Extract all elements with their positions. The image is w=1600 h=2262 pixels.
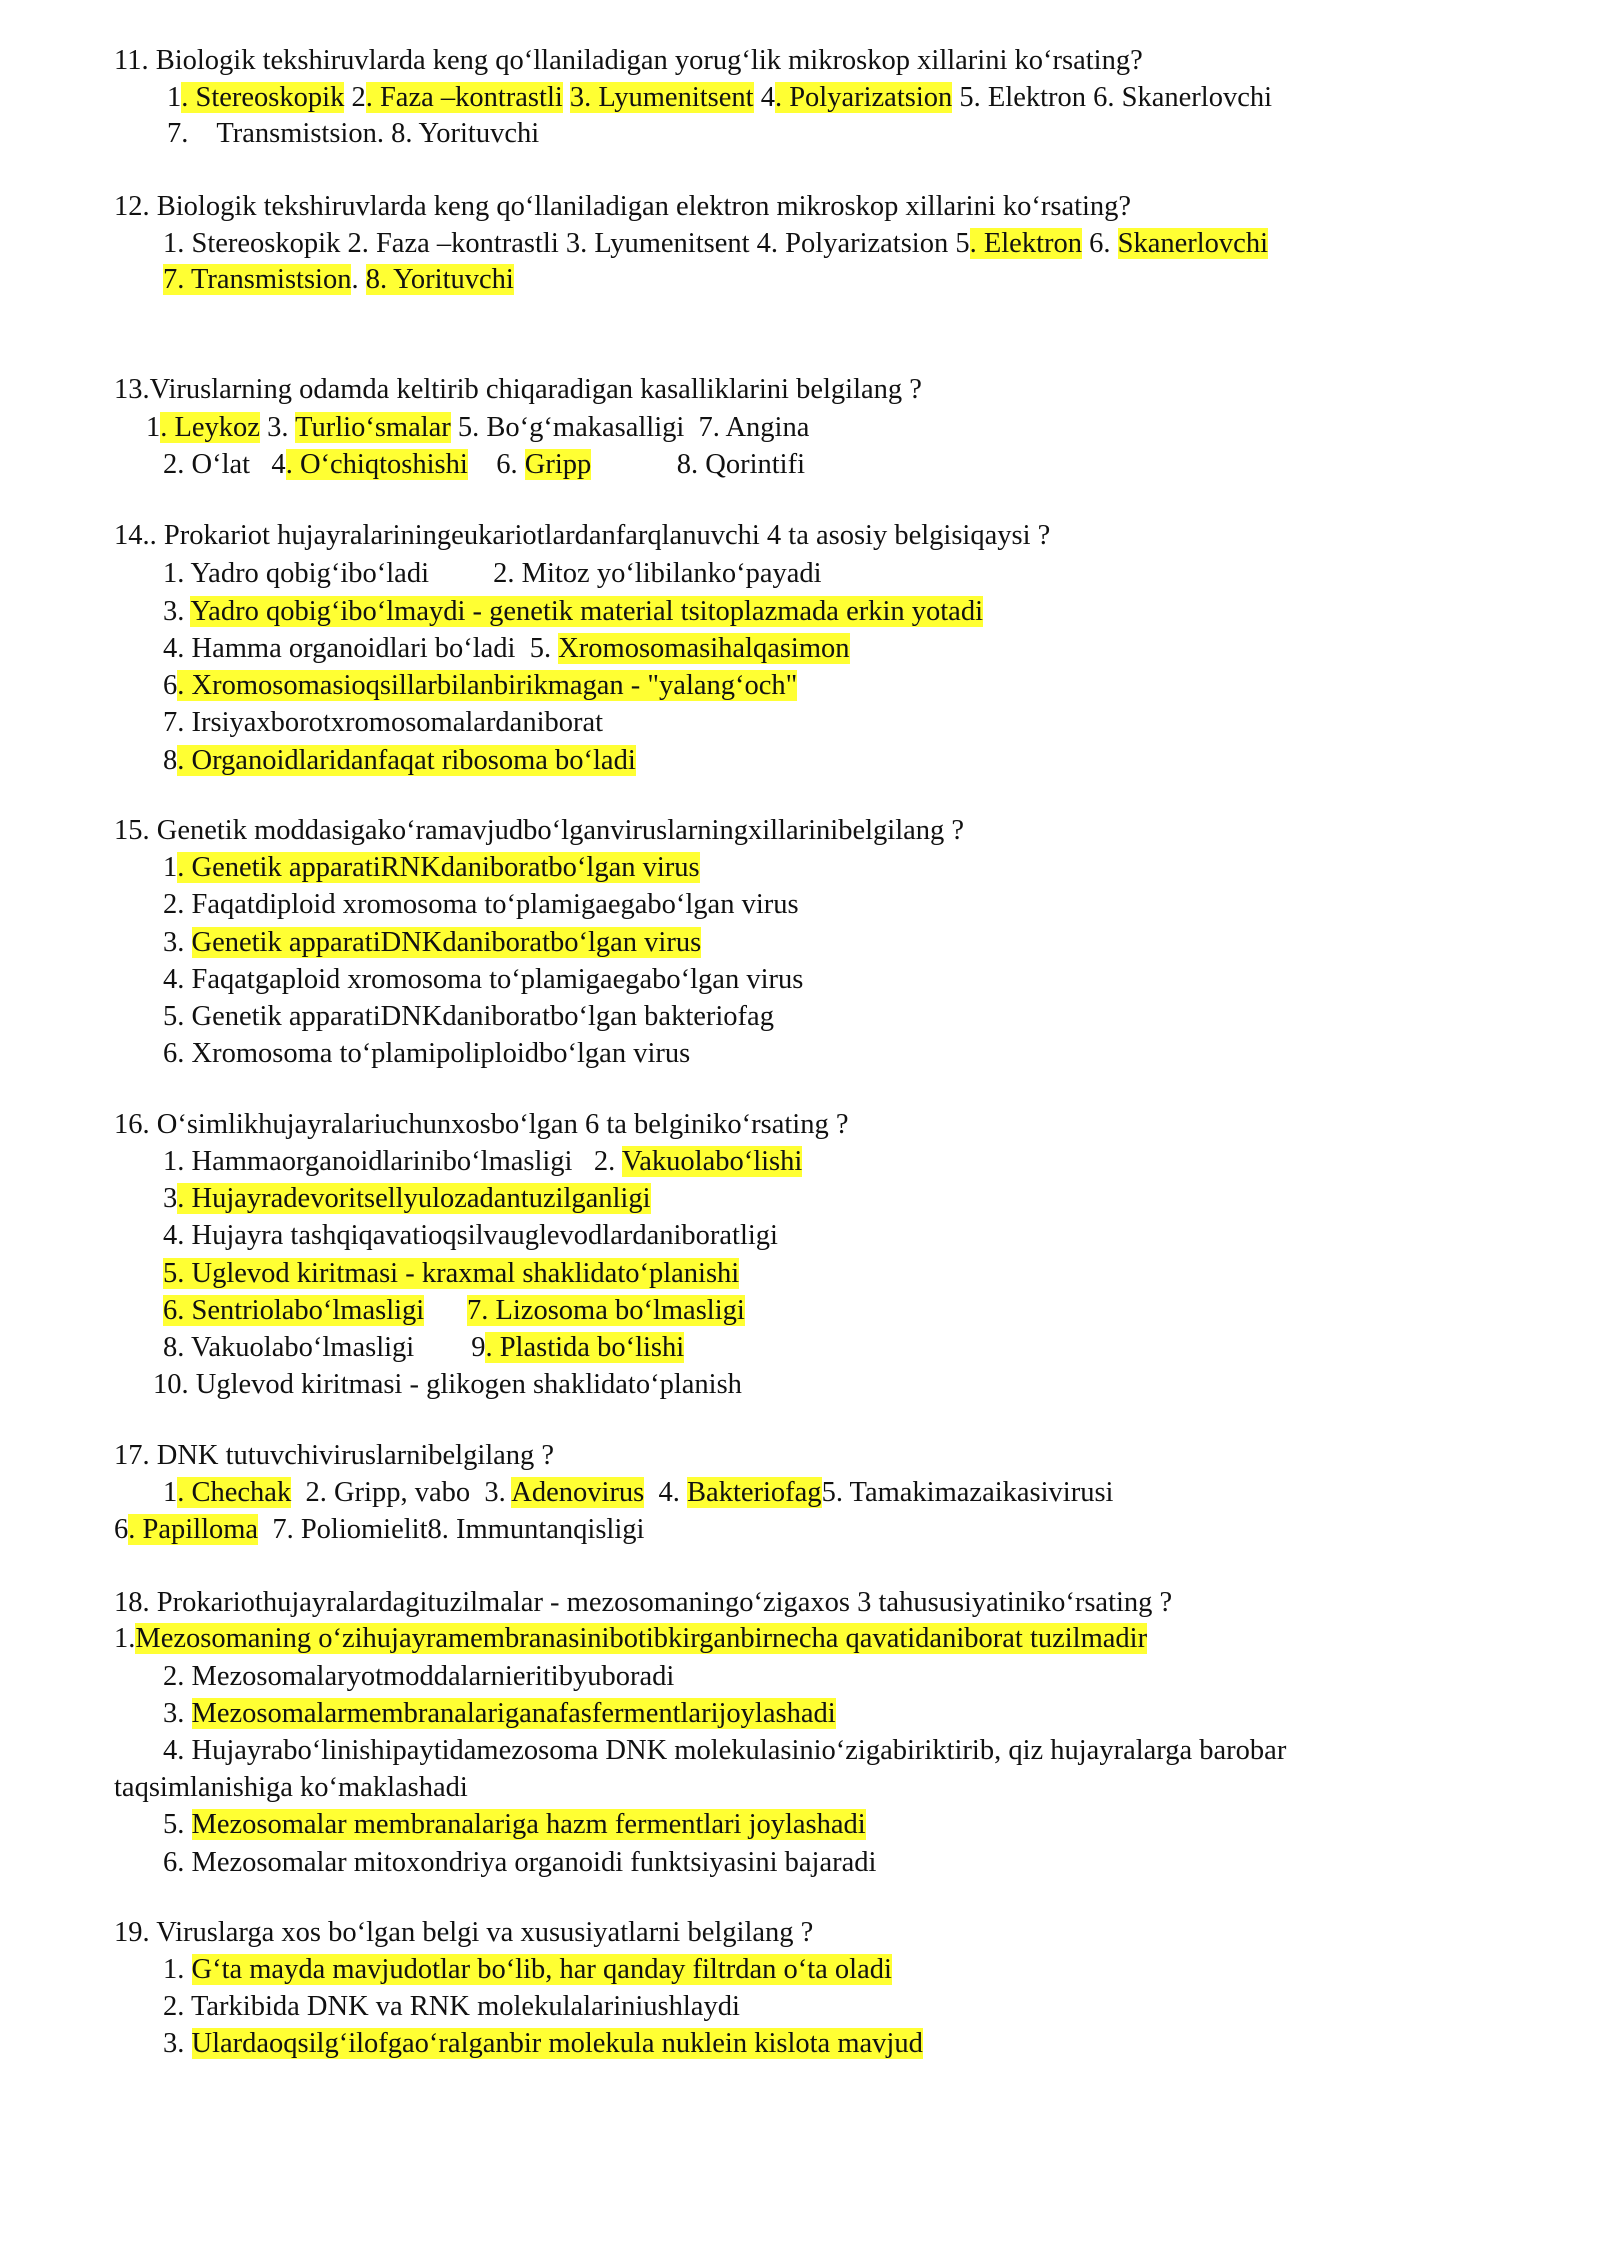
highlighted-answer: Gripp xyxy=(524,449,592,480)
text-line xyxy=(114,371,922,408)
text-line xyxy=(114,1437,554,1474)
text-segment: 2. Mezosomalaryotmoddalarnieritibyuboradi xyxy=(163,1661,675,1692)
text-line xyxy=(163,630,850,667)
highlighted-answer: . Elektron xyxy=(969,228,1082,259)
text-segment xyxy=(424,1295,467,1326)
text-line xyxy=(163,704,603,741)
highlighted-answer: . Faza –kontrastli xyxy=(365,82,563,113)
text-line xyxy=(114,812,964,849)
text-segment: 6. xyxy=(467,449,525,480)
text-segment: 5. xyxy=(163,1809,192,1840)
highlighted-answer: . Xromosomasioqsillarbilanbirikmagan - "yalang‘och" xyxy=(177,670,798,701)
text-line xyxy=(163,1988,740,2025)
text-segment: 4. Faqatgaploid xromosoma to‘plamigaegabo‘lgan virus xyxy=(163,964,804,995)
text-line xyxy=(114,517,1050,554)
highlighted-answer: Xromosomasihalqasimon xyxy=(558,633,850,664)
text-line xyxy=(114,188,1131,225)
text-line xyxy=(163,261,514,298)
text-line xyxy=(163,555,822,592)
text-segment: 1. Hammaorganoidlarinibo‘lmasligi 2. xyxy=(163,1146,622,1177)
text-line xyxy=(163,1658,674,1695)
text-segment: 5. Elektron 6. Skanerlovchi xyxy=(952,82,1273,113)
highlighted-answer: Mezosomaning o‘zihujayramembranasinibotibkirganbirnecha qavatidaniborat tuzilmadir xyxy=(135,1623,1148,1654)
text-segment: 15. Genetik moddasigako‘ramavjudbo‘lganviruslarningxillarinibelgilang ? xyxy=(114,815,965,846)
text-line xyxy=(167,115,539,152)
text-line xyxy=(146,409,809,446)
text-segment: 1 xyxy=(163,852,178,883)
highlighted-answer: . Plastida bo‘lishi xyxy=(485,1332,685,1363)
highlighted-answer: 7. Lizosoma bo‘lmasligi xyxy=(466,1295,745,1326)
text-segment: 17. DNK tutuvchiviruslarnibelgilang ? xyxy=(114,1440,555,1471)
text-segment: 11. Biologik tekshiruvlarda keng qo‘llaniladigan yorug‘lik mikroskop xillarini ko‘rsating? xyxy=(114,45,1143,76)
text-line xyxy=(163,1844,876,1881)
text-line xyxy=(163,1143,802,1180)
text-line xyxy=(163,1474,1113,1511)
text-segment: 6 xyxy=(163,670,178,701)
text-segment xyxy=(563,82,570,113)
text-segment: 1. Stereoskopik 2. Faza –kontrastli 3. Lyumenitsent 4. Polyarizatsion 5 xyxy=(163,228,970,259)
text-segment: 3 xyxy=(163,1183,178,1214)
highlighted-answer: Yadro qobig‘ibo‘lmaydi - genetik material tsitoplazmada erkin yotadi xyxy=(190,596,983,627)
text-line xyxy=(163,998,774,1035)
text-line xyxy=(114,42,1143,79)
highlighted-answer: . Papilloma xyxy=(128,1514,259,1545)
highlighted-answer: 7. Transmistsion xyxy=(163,264,352,295)
text-segment: 1. Yadro qobig‘ibo‘ladi 2. Mitoz yo‘libilanko‘payadi xyxy=(163,558,822,589)
text-line xyxy=(163,849,700,886)
text-segment: 4. Hujayra tashqiqavatioqsilvauglevodlardaniboratligi xyxy=(163,1220,778,1251)
highlighted-answer: 8. Yorituvchi xyxy=(365,264,514,295)
text-segment: 7. Poliomielit8. Immuntanqisligi xyxy=(258,1514,645,1545)
text-segment: 2. Tarkibida DNK va RNK molekulalariniushlaydi xyxy=(163,1991,740,2022)
highlighted-answer: Genetik apparatiDNKdaniboratbo‘lgan virus xyxy=(191,927,702,958)
text-segment: 6. xyxy=(1082,228,1118,259)
text-segment: 6. Mezosomalar mitoxondriya organoidi funktsiyasini bajaradi xyxy=(163,1847,877,1878)
text-line xyxy=(163,1695,836,1732)
text-segment: 8 xyxy=(163,745,178,776)
text-line xyxy=(163,1951,892,1988)
highlighted-answer: Mezosomalarmembranalariganafasfermentlarijoylashadi xyxy=(191,1698,836,1729)
text-segment: 1. xyxy=(163,1954,192,1985)
highlighted-answer: . Organoidlaridanfaqat ribosoma bo‘ladi xyxy=(177,745,636,776)
highlighted-answer: G‘ta mayda mavjudotlar bo‘lib, har qanday filtrdan o‘ta oladi xyxy=(191,1954,892,1985)
text-line xyxy=(114,1106,849,1143)
text-segment: 16. O‘simlikhujayralariuchunxosbo‘lgan 6 ta belginiko‘rsating ? xyxy=(114,1109,849,1140)
highlighted-answer: Skanerlovchi xyxy=(1117,228,1269,259)
highlighted-answer: Bakteriofag xyxy=(687,1477,822,1508)
highlighted-answer: . Polyarizatsion xyxy=(774,82,953,113)
text-segment: 3. xyxy=(259,412,296,443)
text-line xyxy=(163,1255,739,1292)
text-line xyxy=(163,446,805,483)
text-segment: 2 xyxy=(344,82,366,113)
text-segment: 3. xyxy=(163,2028,192,2059)
text-segment: 13.Viruslarning odamda keltirib chiqaradigan kasalliklarini belgilang ? xyxy=(114,374,922,405)
text-segment: 2. Gripp, vabo 3. xyxy=(291,1477,512,1508)
text-segment: 8. Qorintifi xyxy=(591,449,806,480)
text-line xyxy=(114,1584,1172,1621)
highlighted-answer: Adenovirus xyxy=(511,1477,645,1508)
text-segment: 8. Vakuolabo‘lmasligi 9 xyxy=(163,1332,486,1363)
highlighted-answer: . O‘chiqtoshishi xyxy=(285,449,468,480)
text-line xyxy=(114,1511,644,1548)
text-segment: 3. xyxy=(163,596,191,627)
highlighted-answer: . Hujayradevoritsellyulozadantuzilganligi xyxy=(177,1183,651,1214)
highlighted-answer: . Chechak xyxy=(177,1477,292,1508)
highlighted-answer: . Stereoskopik xyxy=(181,82,345,113)
text-segment: 5. Tamakimazaikasivirusi xyxy=(821,1477,1114,1508)
text-line xyxy=(163,667,797,704)
text-segment: 1 xyxy=(146,412,161,443)
text-segment: 3. xyxy=(163,1698,192,1729)
text-segment: 1 xyxy=(163,1477,178,1508)
text-line xyxy=(163,742,636,779)
text-segment: 2. O‘lat 4 xyxy=(163,449,286,480)
text-segment: 5. Genetik apparatiDNKdaniboratbo‘lgan bakteriofag xyxy=(163,1001,774,1032)
text-line xyxy=(163,1292,745,1329)
text-segment: taqsimlanishiga ko‘maklashadi xyxy=(114,1772,468,1803)
text-line xyxy=(163,1217,778,1254)
text-line xyxy=(163,886,799,923)
text-line xyxy=(114,1620,1147,1657)
text-line xyxy=(114,1914,813,1951)
text-segment: 10. Uglevod kiritmasi - glikogen shaklidato‘planish xyxy=(153,1369,742,1400)
text-segment: 19. Viruslarga xos bo‘lgan belgi va xususiyatlarni belgilang ? xyxy=(114,1917,814,1948)
text-line xyxy=(163,924,701,961)
text-line xyxy=(163,1035,690,1072)
text-line xyxy=(163,2025,923,2062)
text-line xyxy=(163,1806,866,1843)
text-segment: 14.. Prokariot hujayralariningeukariotlardanfarqlanuvchi 4 ta asosiy belgisiqaysi ? xyxy=(114,520,1051,551)
text-segment: 1 xyxy=(167,82,182,113)
text-segment: 4. Hujayrabo‘linishipaytidamezosoma DNK molekulasinio‘zigabiriktirib, qiz hujayralarga barobar xyxy=(163,1735,1287,1766)
highlighted-answer: . Genetik apparatiRNKdaniboratbo‘lgan virus xyxy=(177,852,700,883)
highlighted-answer: Mezosomalar membranalariga hazm fermentlari joylashadi xyxy=(191,1809,866,1840)
text-segment: 7. Transmistsion. 8. Yorituvchi xyxy=(167,118,540,149)
highlighted-answer: 5. Uglevod kiritmasi - kraxmal shaklidato‘planishi xyxy=(163,1258,740,1289)
text-segment: 6. Xromosoma to‘plamipoliploidbo‘lgan virus xyxy=(163,1038,691,1069)
text-segment: 18. Prokariothujayralardagituzilmalar - mezosomaningo‘zigaxos 3 tahususiyatiniko‘rsating ? xyxy=(114,1587,1173,1618)
highlighted-answer: 6. Sentriolabo‘lmasligi xyxy=(163,1295,425,1326)
text-segment: 7. Irsiyaxborotxromosomalardaniborat xyxy=(163,707,604,738)
text-segment: 4. Hamma organoidlari bo‘ladi 5. xyxy=(163,633,559,664)
highlighted-answer: Vakuolabo‘lishi xyxy=(621,1146,803,1177)
text-line xyxy=(163,1732,1286,1769)
text-segment: 1. xyxy=(114,1623,136,1654)
text-line xyxy=(153,1366,742,1403)
text-segment: 6 xyxy=(114,1514,129,1545)
text-segment: 12. Biologik tekshiruvlarda keng qo‘llaniladigan elektron mikroskop xillarini ko‘rsating? xyxy=(114,191,1132,222)
text-segment: 4. xyxy=(644,1477,688,1508)
highlighted-answer: . Leykoz xyxy=(160,412,260,443)
text-line xyxy=(163,961,803,998)
text-line xyxy=(163,1329,684,1366)
text-segment: 5. Bo‘g‘makasalligi 7. Angina xyxy=(450,412,810,443)
text-line xyxy=(163,1180,651,1217)
text-segment: 3. xyxy=(163,927,192,958)
text-segment: 2. Faqatdiploid xromosoma to‘plamigaegabo‘lgan virus xyxy=(163,889,799,920)
text-line xyxy=(163,225,1268,262)
text-line xyxy=(167,79,1272,116)
highlighted-answer: Ulardaoqsilg‘ilofgao‘ralganbir molekula nuklein kislota mavjud xyxy=(191,2028,923,2059)
text-segment: 4 xyxy=(753,82,775,113)
text-segment: . xyxy=(351,264,366,295)
highlighted-answer: Turlio‘smalar xyxy=(295,412,451,443)
highlighted-answer: 3. Lyumenitsent xyxy=(569,82,754,113)
text-line xyxy=(163,593,983,630)
text-line xyxy=(114,1769,468,1806)
